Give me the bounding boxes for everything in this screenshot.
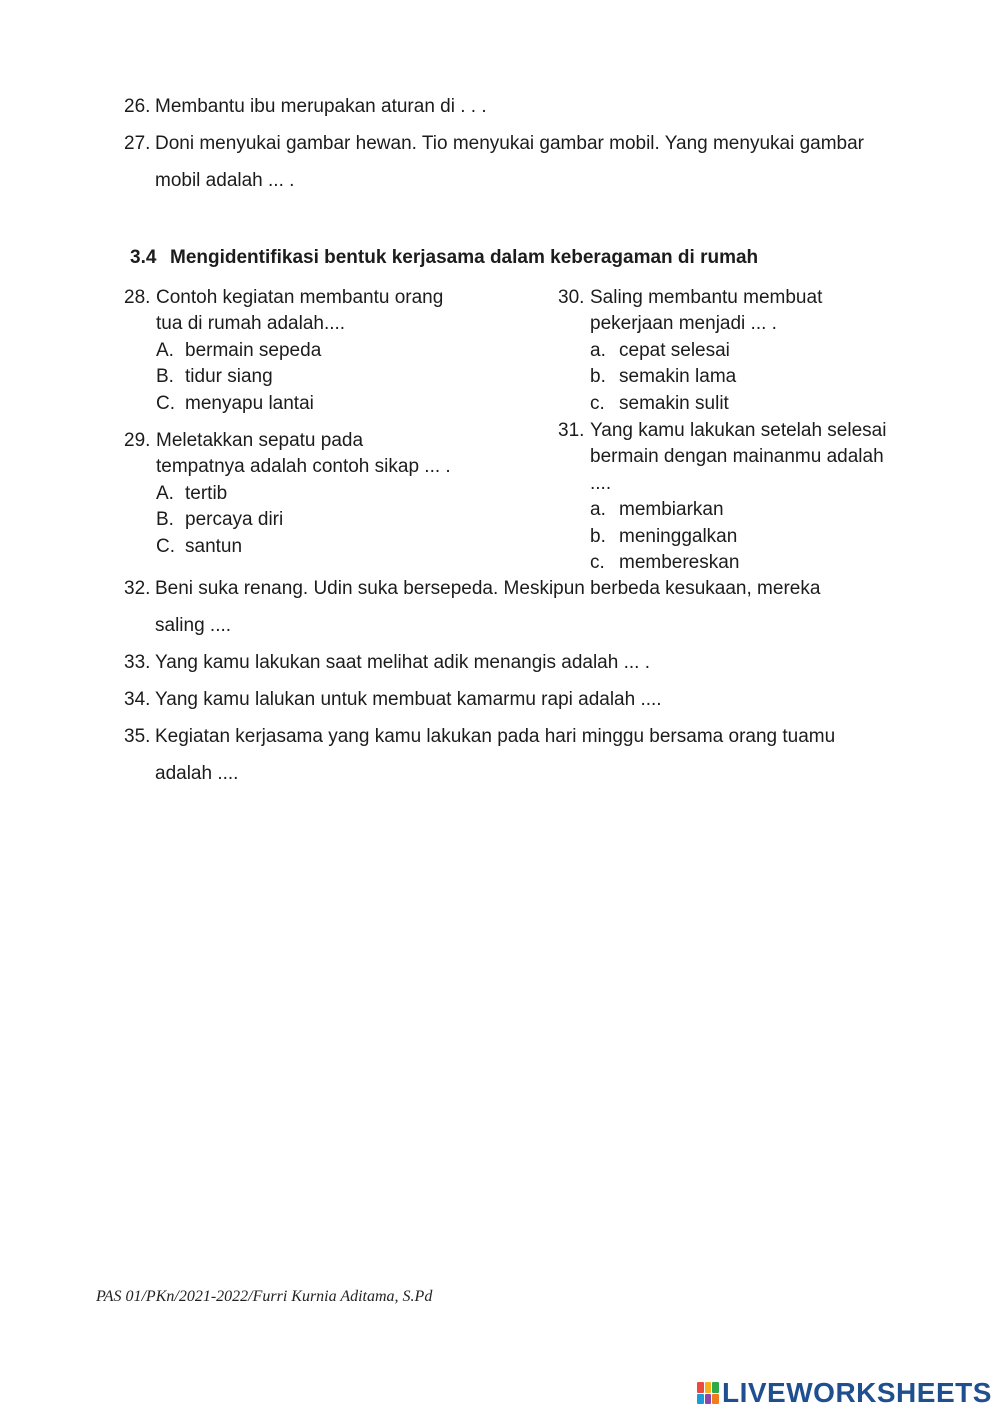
option-text: percaya diri <box>185 509 284 530</box>
option-text: tidur siang <box>185 366 273 387</box>
question-29-number: 29. <box>124 430 151 451</box>
question-27-number: 27. <box>124 133 151 154</box>
question-32-number: 32. <box>124 578 151 599</box>
question-32-text-line1: Beni suka renang. Udin suka bersepeda. Meskipun berbeda kesukaan, mereka <box>155 578 821 599</box>
option-text: membiarkan <box>619 499 724 520</box>
option-text: santun <box>185 536 243 557</box>
option-letter: C. <box>156 536 175 557</box>
option-letter: B. <box>156 366 174 387</box>
question-31-number: 31. <box>558 420 585 441</box>
question-28-text-line1: Contoh kegiatan membantu orang <box>156 287 444 308</box>
question-31-text-line2: bermain dengan mainanmu adalah <box>590 446 884 467</box>
option-letter: c. <box>590 552 605 573</box>
option-letter: a. <box>590 499 606 520</box>
question-35-text-line1: Kegiatan kerjasama yang kamu lakukan pada hari minggu bersama orang tuamu <box>155 726 836 747</box>
option-text: membereskan <box>619 552 740 573</box>
option-letter: B. <box>156 509 174 530</box>
section-heading <box>130 247 758 269</box>
question-29-text-line2: tempatnya adalah contoh sikap ... . <box>156 456 451 477</box>
option-text: semakin lama <box>619 366 737 387</box>
question-27-text-line2: mobil adalah ... . <box>155 170 295 191</box>
question-35-number: 35. <box>124 726 151 747</box>
question-26-text: Membantu ibu merupakan aturan di . . . <box>155 96 487 117</box>
option-letter: a. <box>590 340 606 361</box>
option-text: bermain sepeda <box>185 340 322 361</box>
option-letter: b. <box>590 366 606 387</box>
question-29-text-line1: Meletakkan sepatu pada <box>156 430 364 451</box>
question-33-number: 33. <box>124 652 151 673</box>
question-30-text-line2: pekerjaan menjadi ... . <box>590 313 777 334</box>
option-letter: b. <box>590 526 606 547</box>
option-letter: C. <box>156 393 175 414</box>
question-28-text-line2: tua di rumah adalah.... <box>156 313 346 334</box>
question-34-text: Yang kamu lalukan untuk membuat kamarmu rapi adalah .... <box>155 689 662 710</box>
question-30-number: 30. <box>558 287 585 308</box>
option-text: meninggalkan <box>619 526 738 547</box>
question-27-text-line1: Doni menyukai gambar hewan. Tio menyukai gambar mobil. Yang menyukai gambar <box>155 133 864 154</box>
question-31-text-line3: .... <box>590 473 612 494</box>
section-title: Mengidentifikasi bentuk kerjasama dalam keberagaman di rumah <box>170 247 759 268</box>
option-text: tertib <box>185 483 228 504</box>
option-letter: c. <box>590 393 605 414</box>
question-31-text-line1: Yang kamu lakukan setelah selesai <box>590 420 887 441</box>
page-footer: PAS 01/PKn/2021-2022/Furri Kurnia Aditama, S.Pd <box>96 1288 433 1305</box>
question-34-number: 34. <box>124 689 151 710</box>
option-text: semakin sulit <box>619 393 729 414</box>
section-number: 3.4 <box>130 247 157 268</box>
question-28-number: 28. <box>124 287 151 308</box>
question-30-text-line1: Saling membantu membuat <box>590 287 823 308</box>
question-33-text: Yang kamu lakukan saat melihat adik menangis adalah ... . <box>155 652 650 673</box>
question-32-text-line2: saling .... <box>155 615 232 636</box>
option-text: cepat selesai <box>619 340 730 361</box>
liveworksheets-logo[interactable] <box>697 1378 992 1408</box>
option-letter: A. <box>156 340 174 361</box>
logo-tiles-icon <box>697 1382 719 1404</box>
question-26-number: 26. <box>124 96 151 117</box>
option-letter: A. <box>156 483 174 504</box>
question-35-text-line2: adalah .... <box>155 763 239 784</box>
option-text: menyapu lantai <box>185 393 314 414</box>
logo-text: LIVEWORKSHEETS <box>722 1377 992 1408</box>
